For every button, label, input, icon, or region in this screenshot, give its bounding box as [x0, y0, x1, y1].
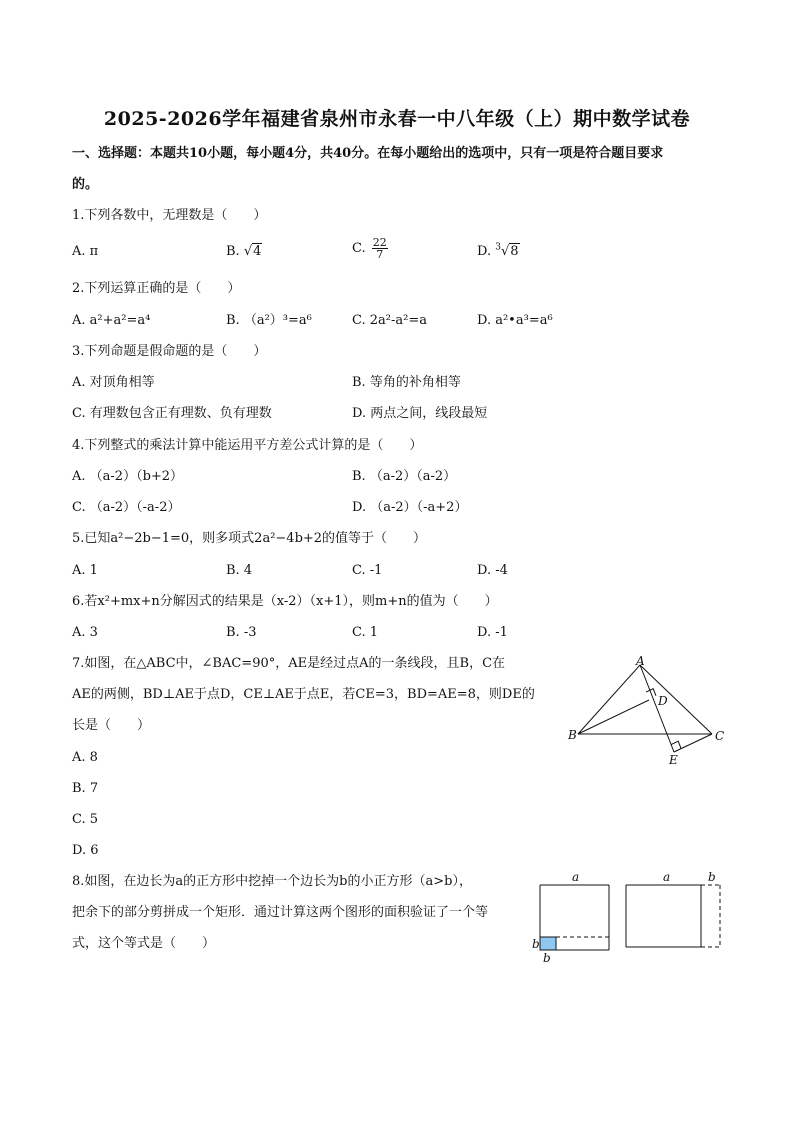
q1-a-value: π	[89, 244, 99, 259]
q6-option-a[interactable]: A. 3	[72, 625, 98, 640]
q8-label-b-bottom: b	[543, 951, 551, 965]
q7-stem-line1: 7.如图，在△ABC中，∠BAC=90°，AE是经过点A的一条线段，且B，C在	[72, 656, 506, 671]
q7-label-c: C	[715, 729, 725, 743]
q1-c-numerator: 22	[372, 236, 387, 249]
q7-option-a[interactable]: A. 8	[72, 750, 98, 765]
q7-label-b: B	[568, 728, 577, 742]
q5-option-d[interactable]: D. -4	[477, 563, 508, 578]
q6-option-d[interactable]: D. -1	[477, 625, 508, 640]
q8-label-b-right: b	[708, 870, 716, 884]
q1-stem: 1.下列各数中，无理数是（ ）	[72, 208, 267, 223]
q1-d-radicand: 8	[510, 244, 519, 259]
q7-option-d[interactable]: D. 6	[72, 843, 99, 858]
q2-option-b[interactable]: B. （a²）³=a⁶	[226, 313, 312, 328]
q1-b-sqrt: √4	[243, 244, 262, 259]
q3-option-d[interactable]: D. 两点之间，线段最短	[352, 406, 488, 421]
page-title: 2025-2026学年福建省泉州市永春一中八年级（上）期中数学试卷	[103, 108, 691, 130]
q1-option-c[interactable]	[352, 237, 390, 260]
q6-option-b[interactable]: B. -3	[226, 625, 257, 640]
q1-option-d[interactable]	[477, 243, 520, 261]
q2-option-c[interactable]: C. 2a²-a²=a	[352, 313, 427, 328]
q7-stem-line3: 长是（ ）	[72, 718, 151, 733]
q1-a-prefix: A.	[72, 244, 90, 259]
q8-square-figure	[528, 868, 728, 968]
q4-stem: 4.下列整式的乘法计算中能运用平方差公式计算的是（ ）	[72, 438, 423, 453]
q1-c-denominator: 7	[376, 248, 384, 261]
q8-label-a-right: a	[663, 870, 671, 884]
q5-stem: 5.已知a²−2b−1=0，则多项式2a²−4b+2的值等于（ ）	[72, 531, 427, 546]
q3-option-a[interactable]: A. 对顶角相等	[72, 375, 155, 390]
q1-c-fraction	[372, 237, 388, 260]
q1-d-sqrt: √8	[500, 244, 519, 259]
section-heading: 一、选择题：本题共10小题，每小题4分，共40分。在每小题给出的选项中，只有一项是符合题目要求	[72, 146, 664, 161]
q7-triangle-figure	[560, 655, 735, 770]
q8-small-square	[540, 937, 556, 950]
q1-c-prefix: C.	[352, 241, 370, 256]
q3-option-b[interactable]: B. 等角的补角相等	[352, 375, 461, 390]
q7-label-d: D	[658, 694, 668, 708]
q8-stem-line1: 8.如图，在边长为a的正方形中挖掉一个边长为b的小正方形（a>b），	[72, 874, 472, 889]
q2-option-d[interactable]: D. a²•a³=a⁶	[477, 313, 553, 328]
q1-d-index: 3	[495, 242, 501, 253]
q5-option-b[interactable]: B. 4	[226, 563, 253, 578]
q7-label-e: E	[669, 753, 678, 767]
q7-option-c[interactable]: C. 5	[72, 812, 99, 827]
q7-stem-line2: AE的两侧，BD⊥AE于点D，CE⊥AE于点E，若CE=3，BD=AE=8，则DE的	[72, 687, 535, 702]
q4-option-d[interactable]: D. （a-2）（-a+2）	[352, 500, 468, 515]
q1-b-prefix: B.	[226, 244, 244, 259]
q2-option-a[interactable]: A. a²+a²=a⁴	[72, 313, 151, 328]
q1-option-a[interactable]	[72, 243, 98, 261]
q8-stem-line2: 把余下的部分剪拼成一个矩形．通过计算这两个图形的面积验证了一个等	[72, 905, 489, 920]
q4-option-a[interactable]: A. （a-2）（b+2）	[72, 469, 184, 484]
q6-stem: 6.若x²+mx+n分解因式的结果是（x-2）（x+1），则m+n的值为（ ）	[72, 594, 498, 609]
q5-option-a[interactable]: A. 1	[72, 563, 98, 578]
q4-option-c[interactable]: C. （a-2）（-a-2）	[72, 500, 181, 515]
q7-label-a: A	[636, 655, 645, 668]
q8-stem-line3: 式，这个等式是（ ）	[72, 936, 216, 951]
q1-d-prefix: D.	[477, 244, 496, 259]
q3-option-c[interactable]: C. 有理数包含正有理数、负有理数	[72, 406, 272, 421]
q7-option-b[interactable]: B. 7	[72, 781, 99, 796]
q8-label-a-left: a	[572, 870, 580, 884]
q6-option-c[interactable]: C. 1	[352, 625, 379, 640]
q4-option-b[interactable]: B. （a-2）（a-2）	[352, 469, 457, 484]
q5-option-c[interactable]: C. -1	[352, 563, 383, 578]
q1-b-radicand: 4	[253, 244, 262, 259]
q2-stem: 2.下列运算正确的是（ ）	[72, 281, 241, 296]
q8-label-b-side: b	[532, 937, 540, 951]
section-heading-cont: 的。	[72, 177, 99, 192]
q3-stem: 3.下列命题是假命题的是（ ）	[72, 344, 267, 359]
q1-option-b[interactable]	[226, 243, 262, 261]
